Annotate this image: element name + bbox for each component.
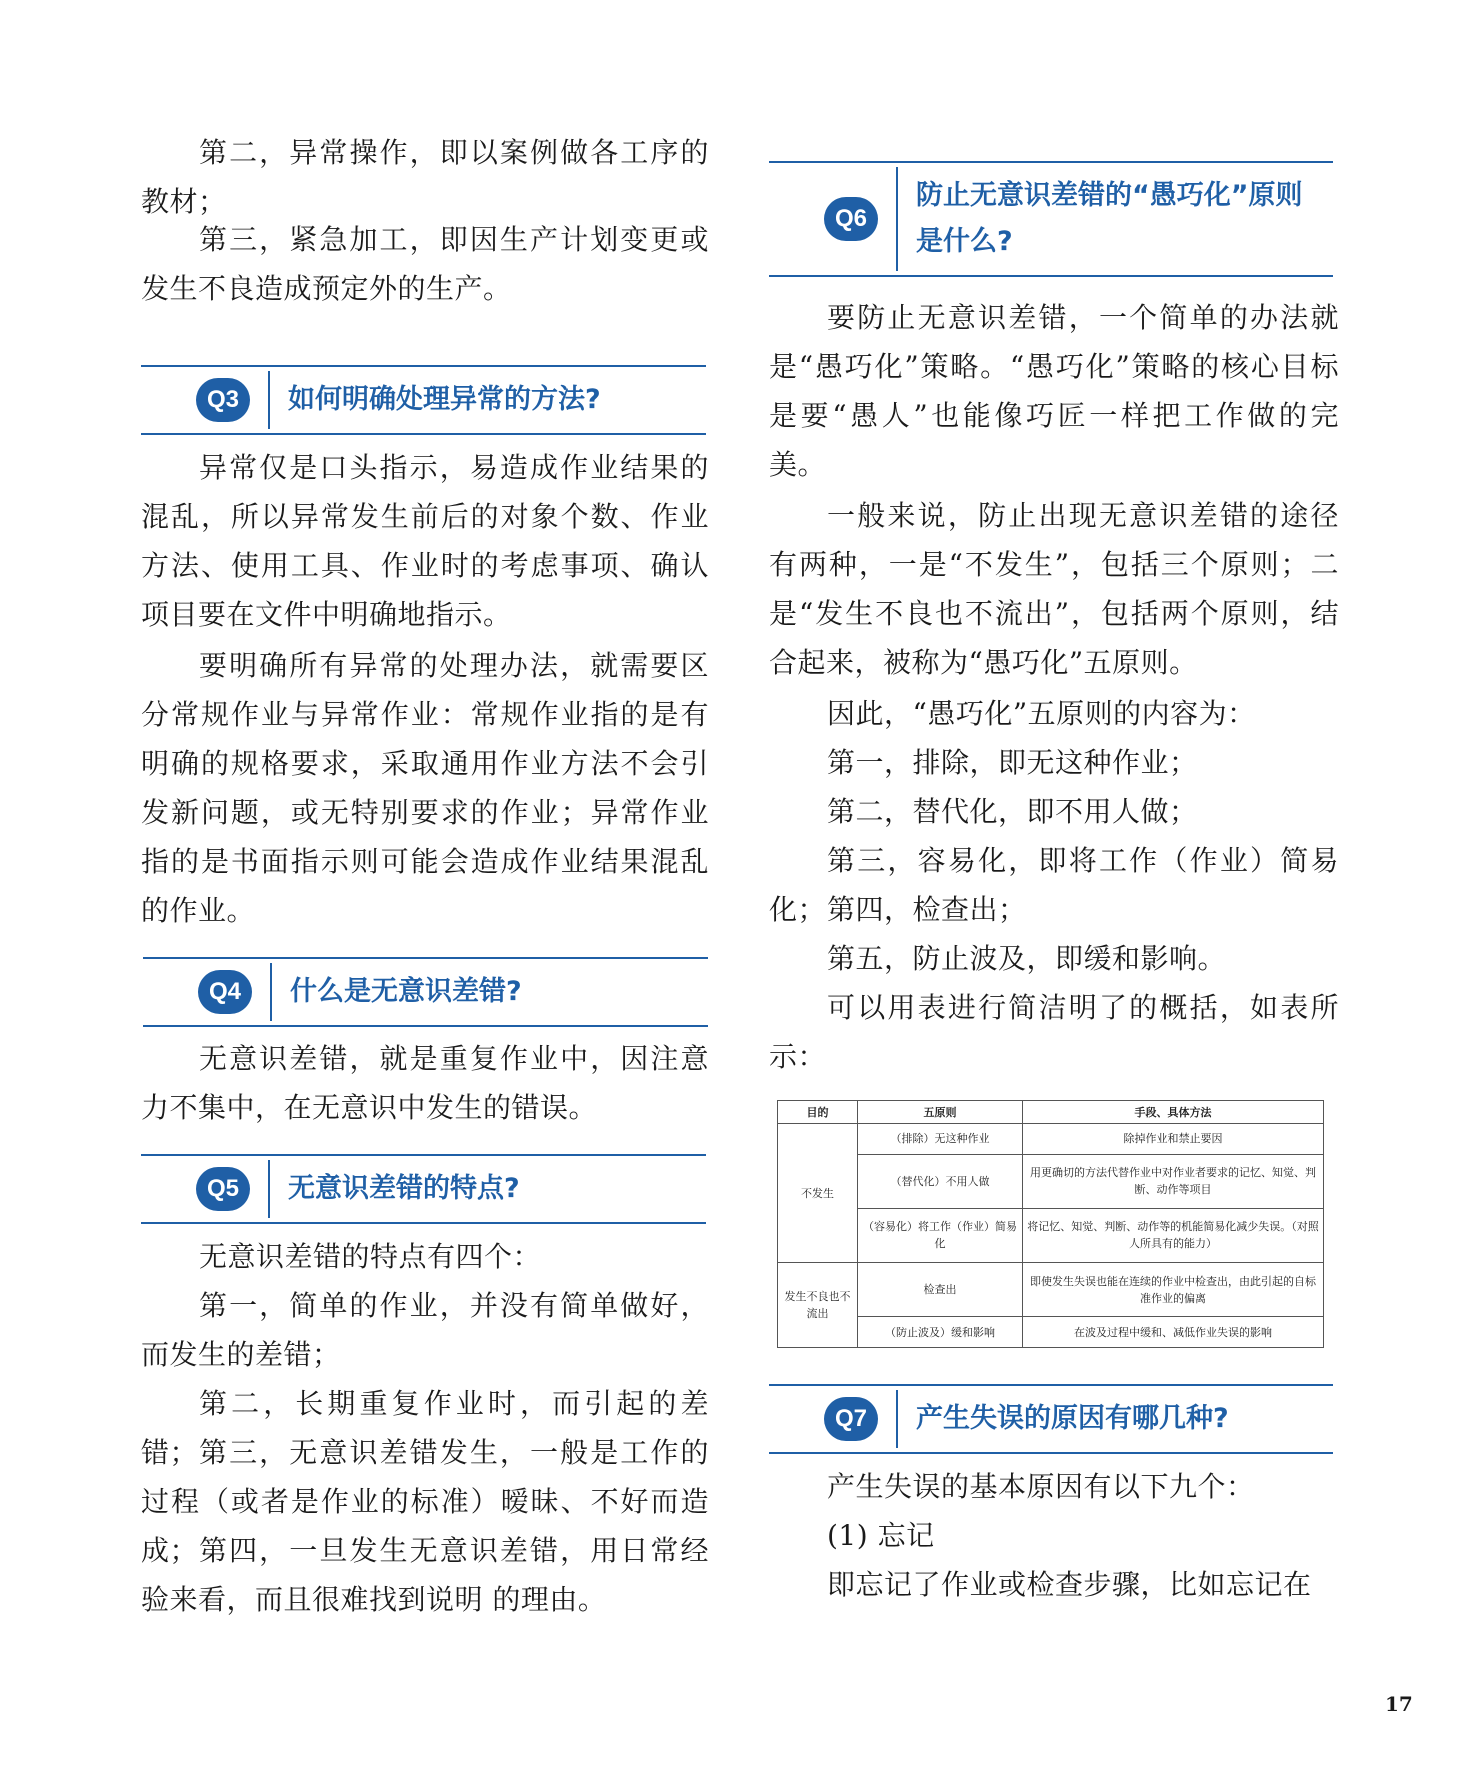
question-badge: Q7 xyxy=(824,1397,878,1441)
table-header: 手段、具体方法 xyxy=(1023,1101,1324,1124)
table-row xyxy=(778,1317,1324,1348)
page-number: 17 xyxy=(1385,1692,1413,1716)
table-cell-principle: （替代化）不用人做 xyxy=(858,1154,1023,1208)
paragraph: 要明确所有异常的处理办法，就需要区分常规作业与异常作业：常规作业指的是有明确的规格要求，采取通用作业方法不会引发新问题，或无特别要求的作业；异常作业指的是书面指示则可能会造成作业结果混乱的作业。 xyxy=(141,649,709,927)
paragraph: 第二，异常操作，即以案例做各工序的教材； xyxy=(141,136,709,218)
table-row xyxy=(778,1208,1324,1262)
table-cell-principle: （防止波及）缓和影响 xyxy=(858,1317,1023,1348)
paragraph: 无意识差错，就是重复作业中，因注意力不集中，在无意识中发生的错误。 xyxy=(141,1042,709,1124)
table-cell-principle: （容易化）将工作（作业）简易化 xyxy=(858,1208,1023,1262)
paragraph: 第二，长期重复作业时，而引起的差错； xyxy=(141,1387,709,1469)
table-cell-principle: 检查出 xyxy=(858,1263,1023,1317)
question-title: 无意识差错的特点? xyxy=(288,1173,520,1204)
question-header-q3 xyxy=(141,365,706,435)
paragraph: 第三，无意识差错发生，一般是工作的过程（或者是作业的标准）暧昧、不好而造成； xyxy=(141,1436,709,1567)
question-header-q5 xyxy=(141,1154,706,1224)
paragraph: 第一，简单的作业，并没有简单做好，而发生的差错； xyxy=(141,1289,709,1371)
table-cell-method: 用更确切的方法代替作业中对作业者要求的记忆、知觉、判断、动作等项目 xyxy=(1023,1154,1324,1208)
table-row xyxy=(778,1263,1324,1317)
table-cell-goal: 发生不良也不流出 xyxy=(778,1263,858,1348)
question-badge: Q5 xyxy=(196,1167,250,1211)
question-title: 什么是无意识差错? xyxy=(290,976,522,1007)
paragraph: 第一，排除，即无这种作业； xyxy=(827,746,1198,779)
divider xyxy=(896,1390,898,1448)
table-cell-goal: 不发生 xyxy=(778,1124,858,1263)
table-row xyxy=(778,1124,1324,1155)
table-header-row xyxy=(778,1101,1324,1124)
paragraph: (1) 忘记 xyxy=(827,1519,935,1552)
paragraph: 第五，防止波及，即缓和影响。 xyxy=(827,942,1227,975)
divider xyxy=(268,371,270,429)
paragraph: 因此，“愚巧化”五原则的内容为： xyxy=(827,697,1256,730)
paragraph: 产生失误的基本原因有以下九个： xyxy=(827,1470,1255,1503)
question-header-q6 xyxy=(769,161,1333,277)
question-title: 产生失误的原因有哪几种? xyxy=(916,1403,1229,1434)
paragraph: 异常仅是口头指示，易造成作业结果的混乱，所以异常发生前后的对象个数、作业方法、使用工具、作业时的考虑事项、确认项目要在文件中明确地指示。 xyxy=(141,451,709,631)
paragraph: 第二，替代化，即不用人做； xyxy=(827,795,1198,828)
table-header: 五原则 xyxy=(858,1101,1023,1124)
question-badge: Q4 xyxy=(198,970,252,1014)
paragraph: 第四，检查出； xyxy=(827,893,1027,926)
table-row xyxy=(778,1154,1324,1208)
divider xyxy=(896,167,898,271)
table-cell-method: 即使发生失误也能在连续的作业中检查出，由此引起的自标准作业的偏离 xyxy=(1023,1263,1324,1317)
paragraph: 第三，容易化，即将工作（作业）简易化； xyxy=(769,844,1339,926)
question-badge: Q3 xyxy=(196,378,250,422)
paragraph: 可以用表进行简洁明了的概括，如表所示： xyxy=(769,991,1339,1073)
divider xyxy=(270,963,272,1021)
divider xyxy=(268,1160,270,1218)
question-title: 如何明确处理异常的方法? xyxy=(288,384,601,415)
table-header: 目的 xyxy=(778,1101,858,1124)
paragraph: 无意识差错的特点有四个： xyxy=(199,1240,542,1273)
paragraph: 要防止无意识差错，一个简单的办法就是“愚巧化”策略。“愚巧化”策略的核心目标是要“愚人”也能像巧匠一样把工作做的完美。 xyxy=(769,301,1339,481)
five-principles-table xyxy=(777,1100,1324,1348)
question-title: 防止无意识差错的“愚巧化”原则是什么? xyxy=(916,180,1303,257)
paragraph: 一般来说，防止出现无意识差错的途径有两种，一是“不发生”，包括三个原则；二是“发生不良也不流出”，包括两个原则，结合起来，被称为“愚巧化”五原则。 xyxy=(769,499,1339,679)
table-cell-method: 除掉作业和禁止要因 xyxy=(1023,1124,1324,1155)
table-cell-method: 将记忆、知觉、判断、动作等的机能简易化减少失误。（对照人所具有的能力） xyxy=(1023,1208,1324,1262)
table-cell-method: 在波及过程中缓和、减低作业失误的影响 xyxy=(1023,1317,1324,1348)
paragraph: 第四，一旦发生无意识差错，用日常经验来看，而且很难找到说明 的理由。 xyxy=(141,1534,709,1616)
question-header-q7 xyxy=(769,1384,1333,1454)
question-badge: Q6 xyxy=(824,197,878,241)
paragraph: 第三，紧急加工，即因生产计划变更或发生不良造成预定外的生产。 xyxy=(141,223,709,305)
paragraph: 即忘记了作业或检查步骤，比如忘记在 xyxy=(827,1568,1312,1601)
question-header-q4 xyxy=(143,957,708,1027)
table-cell-principle: （排除）无这种作业 xyxy=(858,1124,1023,1155)
